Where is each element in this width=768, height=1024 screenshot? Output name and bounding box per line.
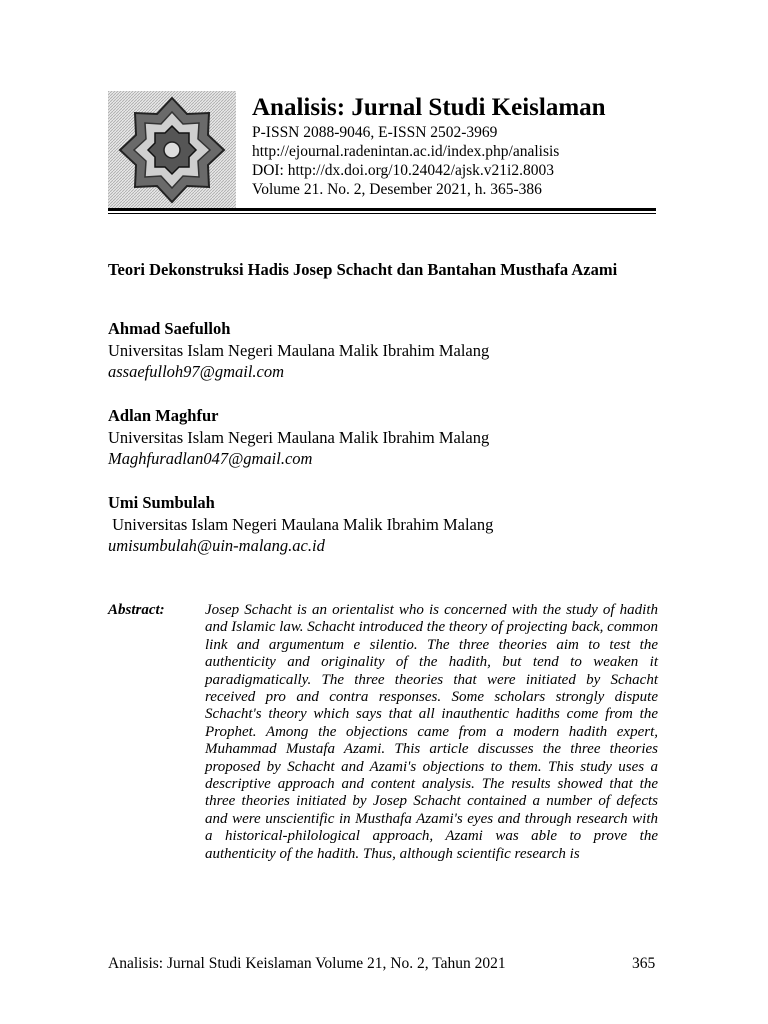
journal-logo (107, 90, 237, 210)
author-affiliation: Universitas Islam Negeri Maulana Malik Ibrahim Malang (108, 514, 494, 534)
author-email[interactable]: umisumbulah@uin-malang.ac.id (108, 536, 325, 555)
abstract-text: Josep Schacht is an orientalist who is concerned with the study of hadith and Islamic law. Schacht introduced the theory of projecting back, common link and argumentum e silentio. The three theories aim to test the authenticity and originality of the hadith, but tend to weaken it paradigmatically. The three theories that were initiated by Schacht received pro and contra responses. Some scholars strongly dispute Schacht's theory which says that all inauthentic hadiths come from the Prophet. Among the objections came from a modern hadith expert, Muhammad Mustafa Azami. This article discusses the three theories proposed by Schacht and Azami's objections to them. This study uses a descriptive approach and content analysis. The results showed that the three theories initiated by Josep Schacht contained a number of defects and were unscientific in Musthafa Azami's eyes and through research with a historical-philological approach, Azami was able to prove the authenticity of the hadith. Thus, although scientific research is (205, 602, 658, 862)
islamic-star-ornament-icon (107, 90, 237, 210)
journal-title: Analisis: Jurnal Studi Keislaman (252, 94, 606, 121)
doi-line[interactable]: DOI: http://dx.doi.org/10.24042/ajsk.v21i2.8003 (252, 162, 554, 179)
abstract-label: Abstract: (108, 602, 165, 618)
page-number: 365 (632, 955, 656, 972)
author-name: Umi Sumbulah (108, 493, 215, 512)
volume-line: Volume 21. No. 2, Desember 2021, h. 365-386 (252, 181, 542, 198)
header-rule-thick (108, 208, 656, 211)
author-block (108, 318, 668, 383)
author-affiliation: Universitas Islam Negeri Maulana Malik Ibrahim Malang (108, 427, 490, 447)
author-email[interactable]: Maghfuradlan047@gmail.com (108, 449, 313, 468)
journal-url[interactable]: http://ejournal.radenintan.ac.id/index.php/analisis (252, 143, 560, 160)
footer-journal-issue: Analisis: Jurnal Studi Keislaman Volume 21, No. 2, Tahun 2021 (108, 955, 506, 972)
issn-line: P-ISSN 2088-9046, E-ISSN 2502-3969 (252, 124, 498, 141)
author-affiliation: Universitas Islam Negeri Maulana Malik Ibrahim Malang (108, 340, 490, 360)
author-name: Ahmad Saefulloh (108, 319, 231, 338)
author-name: Adlan Maghfur (108, 406, 219, 425)
article-title: Teori Dekonstruksi Hadis Josep Schacht dan Bantahan Musthafa Azami (108, 260, 618, 279)
author-email[interactable]: assaefulloh97@gmail.com (108, 362, 285, 381)
header-rule-thin (108, 213, 656, 214)
journal-header (252, 93, 606, 199)
author-block (108, 405, 668, 470)
author-block (108, 492, 668, 557)
